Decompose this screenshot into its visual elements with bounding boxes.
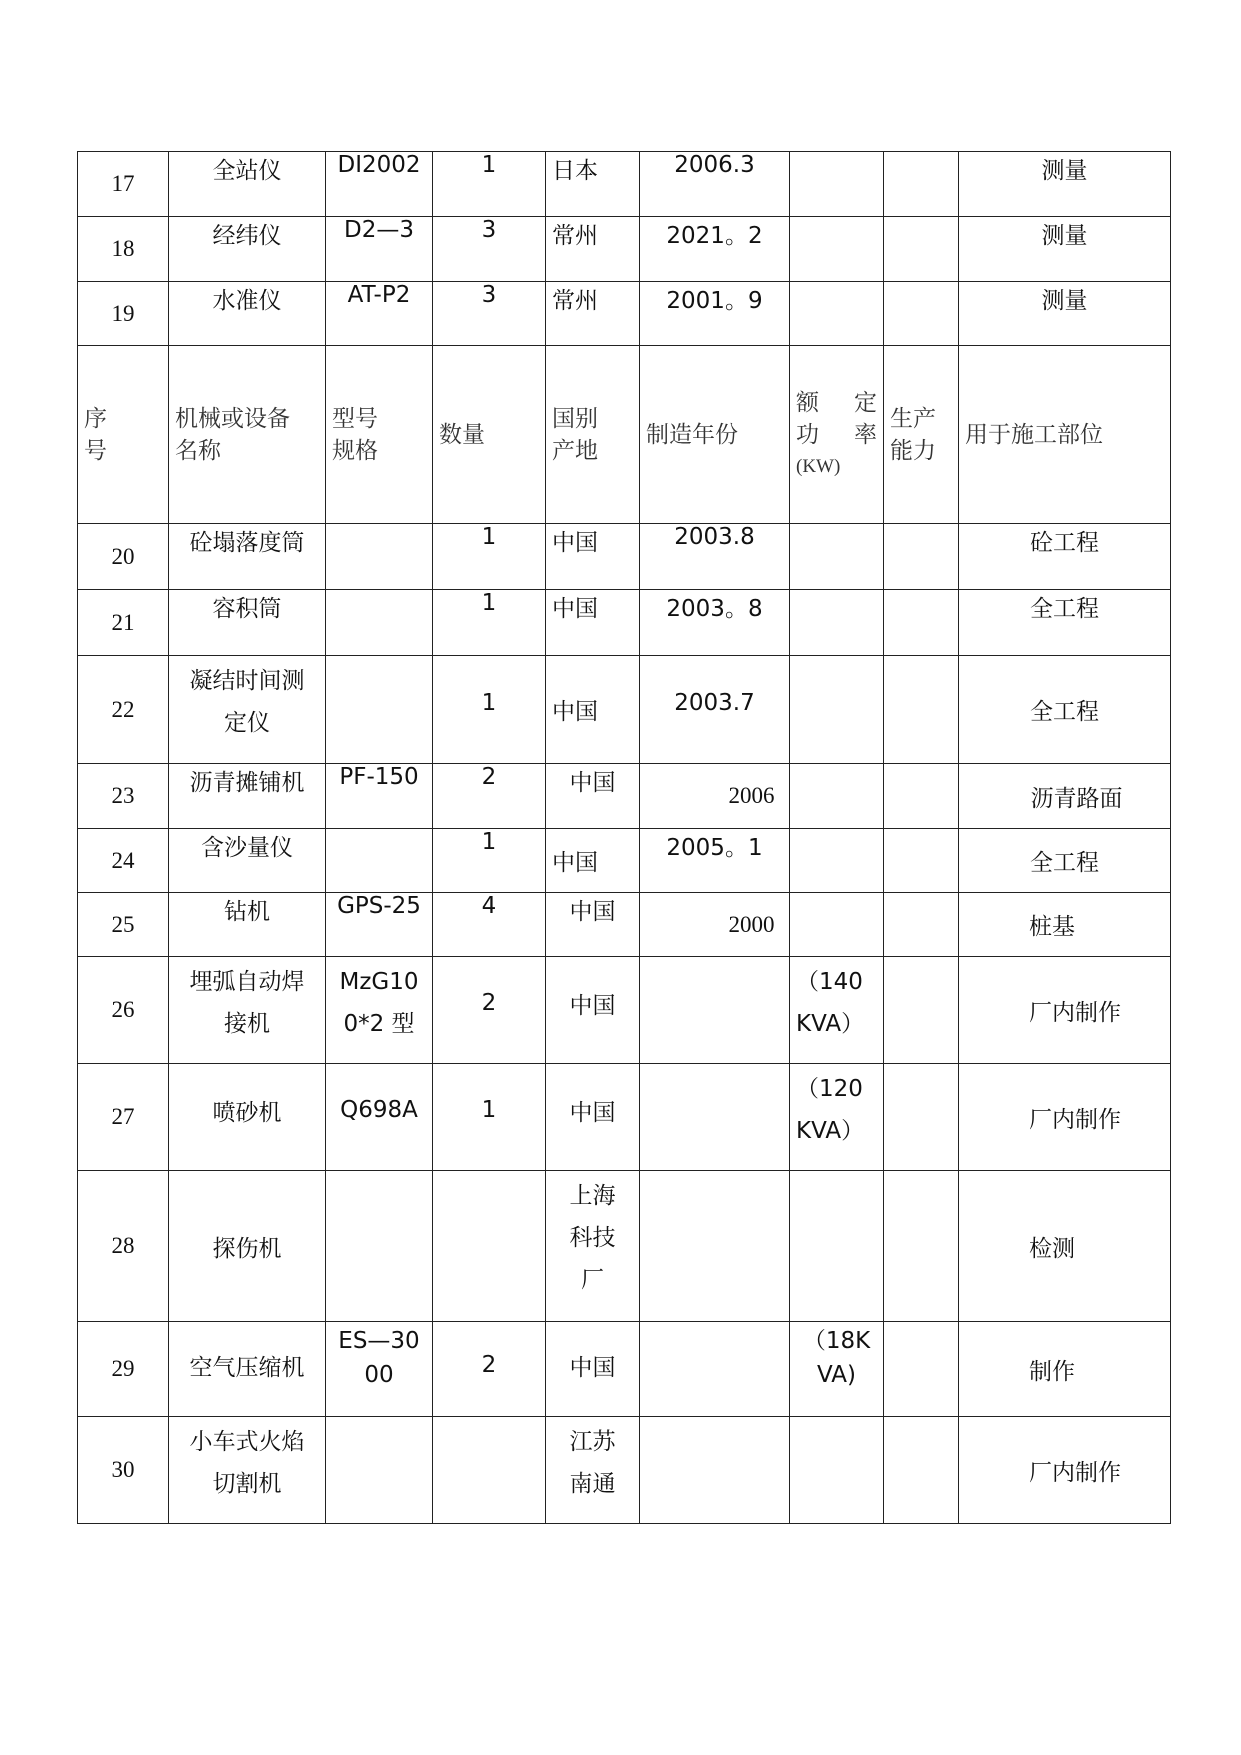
table-row [78, 1417, 1171, 1524]
model-spec: PF-150 [326, 764, 433, 829]
rated-power [790, 656, 884, 764]
row-number: 25 [78, 893, 169, 957]
origin: 中国 [546, 893, 640, 957]
model-spec: MzG10 0*2 型 [326, 957, 433, 1064]
rated-power [790, 590, 884, 656]
rated-power [790, 1171, 884, 1322]
capacity [884, 893, 959, 957]
manufacture-year [640, 1064, 790, 1171]
capacity [884, 1322, 959, 1417]
usage: 厂内制作 [959, 1417, 1171, 1524]
equipment-name: 全站仪 [169, 152, 326, 217]
rated-power [790, 829, 884, 893]
manufacture-year [640, 957, 790, 1064]
origin: 中国 [546, 1064, 640, 1171]
usage: 检测 [959, 1171, 1171, 1322]
quantity: 3 [433, 282, 546, 346]
table-row [78, 656, 1171, 764]
quantity: 2 [433, 957, 546, 1064]
table-row [78, 1064, 1171, 1171]
row-number: 28 [78, 1171, 169, 1322]
manufacture-year: 2006 [640, 764, 790, 829]
model-spec [326, 524, 433, 590]
rated-power [790, 217, 884, 282]
usage: 厂内制作 [959, 1064, 1171, 1171]
origin: 中国 [546, 957, 640, 1064]
quantity: 1 [433, 829, 546, 893]
row-number: 29 [78, 1322, 169, 1417]
origin: 江苏 南通 [546, 1417, 640, 1524]
quantity: 1 [433, 524, 546, 590]
usage: 沥青路面 [959, 764, 1171, 829]
model-spec: AT-P2 [326, 282, 433, 346]
model-spec: D2—3 [326, 217, 433, 282]
rated-power [790, 764, 884, 829]
equipment-name: 空气压缩机 [169, 1322, 326, 1417]
origin: 中国 [546, 829, 640, 893]
manufacture-year: 2003.7 [640, 656, 790, 764]
capacity [884, 829, 959, 893]
rated-power [790, 152, 884, 217]
manufacture-year: 2003。8 [640, 590, 790, 656]
row-number: 22 [78, 656, 169, 764]
header-power [790, 346, 884, 524]
usage: 桩基 [959, 893, 1171, 957]
table-header-row [78, 346, 1171, 524]
header-power-line2: 功 率 [796, 421, 877, 447]
equipment-name: 小车式火焰 切割机 [169, 1417, 326, 1524]
equipment-name: 含沙量仪 [169, 829, 326, 893]
manufacture-year [640, 1322, 790, 1417]
manufacture-year: 2006.3 [640, 152, 790, 217]
model-spec: GPS-25 [326, 893, 433, 957]
equipment-name: 喷砂机 [169, 1064, 326, 1171]
usage: 制作 [959, 1322, 1171, 1417]
usage: 全工程 [959, 590, 1171, 656]
equipment-name: 经纬仪 [169, 217, 326, 282]
capacity [884, 1064, 959, 1171]
model-spec [326, 1417, 433, 1524]
quantity: 1 [433, 152, 546, 217]
equipment-name: 沥青摊铺机 [169, 764, 326, 829]
header-model: 型号 规格 [326, 346, 433, 524]
row-number: 27 [78, 1064, 169, 1171]
usage: 测量 [959, 217, 1171, 282]
quantity [433, 1171, 546, 1322]
quantity: 2 [433, 764, 546, 829]
model-spec [326, 590, 433, 656]
row-number: 20 [78, 524, 169, 590]
capacity [884, 1417, 959, 1524]
equipment-table [77, 151, 1171, 1524]
header-quantity: 数量 [433, 346, 546, 524]
origin: 中国 [546, 656, 640, 764]
table-row [78, 217, 1171, 282]
table-row [78, 829, 1171, 893]
quantity: 1 [433, 1064, 546, 1171]
row-number: 26 [78, 957, 169, 1064]
rated-power [790, 282, 884, 346]
manufacture-year: 2005。1 [640, 829, 790, 893]
table-row [78, 957, 1171, 1064]
row-number: 21 [78, 590, 169, 656]
quantity: 3 [433, 217, 546, 282]
rated-power: （18K VA) [790, 1322, 884, 1417]
rated-power [790, 524, 884, 590]
usage: 砼工程 [959, 524, 1171, 590]
row-number: 23 [78, 764, 169, 829]
quantity: 4 [433, 893, 546, 957]
header-power-line1: 额 定 [796, 389, 877, 415]
origin: 上海 科技 厂 [546, 1171, 640, 1322]
quantity: 2 [433, 1322, 546, 1417]
capacity [884, 590, 959, 656]
row-number: 17 [78, 152, 169, 217]
capacity [884, 1171, 959, 1322]
row-number: 19 [78, 282, 169, 346]
header-usage: 用于施工部位 [959, 346, 1171, 524]
quantity: 1 [433, 656, 546, 764]
manufacture-year: 2003.8 [640, 524, 790, 590]
equipment-name: 水准仪 [169, 282, 326, 346]
header-origin: 国别 产地 [546, 346, 640, 524]
equipment-name: 凝结时间测 定仪 [169, 656, 326, 764]
capacity [884, 524, 959, 590]
table-row [78, 282, 1171, 346]
header-name: 机械或设备 名称 [169, 346, 326, 524]
rated-power [790, 893, 884, 957]
table-row [78, 764, 1171, 829]
model-spec: Q698A [326, 1064, 433, 1171]
origin: 常州 [546, 282, 640, 346]
manufacture-year: 2001。9 [640, 282, 790, 346]
header-year: 制造年份 [640, 346, 790, 524]
row-number: 30 [78, 1417, 169, 1524]
manufacture-year: 2000 [640, 893, 790, 957]
table-row [78, 590, 1171, 656]
usage: 测量 [959, 152, 1171, 217]
equipment-name: 砼塌落度筒 [169, 524, 326, 590]
capacity [884, 764, 959, 829]
header-capacity: 生产 能力 [884, 346, 959, 524]
model-spec: DI2002 [326, 152, 433, 217]
table-row [78, 1171, 1171, 1322]
manufacture-year [640, 1171, 790, 1322]
quantity: 1 [433, 590, 546, 656]
header-power-unit: (KW) [796, 455, 841, 477]
capacity [884, 282, 959, 346]
model-spec: ES—30 00 [326, 1322, 433, 1417]
table-row [78, 1322, 1171, 1417]
manufacture-year: 2021。2 [640, 217, 790, 282]
rated-power: （120 KVA） [790, 1064, 884, 1171]
equipment-name: 容积筒 [169, 590, 326, 656]
quantity [433, 1417, 546, 1524]
model-spec [326, 1171, 433, 1322]
origin: 常州 [546, 217, 640, 282]
origin: 日本 [546, 152, 640, 217]
origin: 中国 [546, 524, 640, 590]
model-spec [326, 829, 433, 893]
table-row [78, 893, 1171, 957]
capacity [884, 152, 959, 217]
origin: 中国 [546, 1322, 640, 1417]
row-number: 24 [78, 829, 169, 893]
usage: 测量 [959, 282, 1171, 346]
rated-power [790, 1417, 884, 1524]
capacity [884, 217, 959, 282]
rated-power: （140 KVA） [790, 957, 884, 1064]
equipment-name: 埋弧自动焊 接机 [169, 957, 326, 1064]
capacity [884, 656, 959, 764]
header-seq: 序 号 [78, 346, 169, 524]
model-spec [326, 656, 433, 764]
equipment-name: 探伤机 [169, 1171, 326, 1322]
usage: 全工程 [959, 656, 1171, 764]
row-number: 18 [78, 217, 169, 282]
table-row [78, 524, 1171, 590]
usage: 厂内制作 [959, 957, 1171, 1064]
origin: 中国 [546, 590, 640, 656]
manufacture-year [640, 1417, 790, 1524]
capacity [884, 957, 959, 1064]
equipment-name: 钻机 [169, 893, 326, 957]
table-row [78, 152, 1171, 217]
usage: 全工程 [959, 829, 1171, 893]
origin: 中国 [546, 764, 640, 829]
